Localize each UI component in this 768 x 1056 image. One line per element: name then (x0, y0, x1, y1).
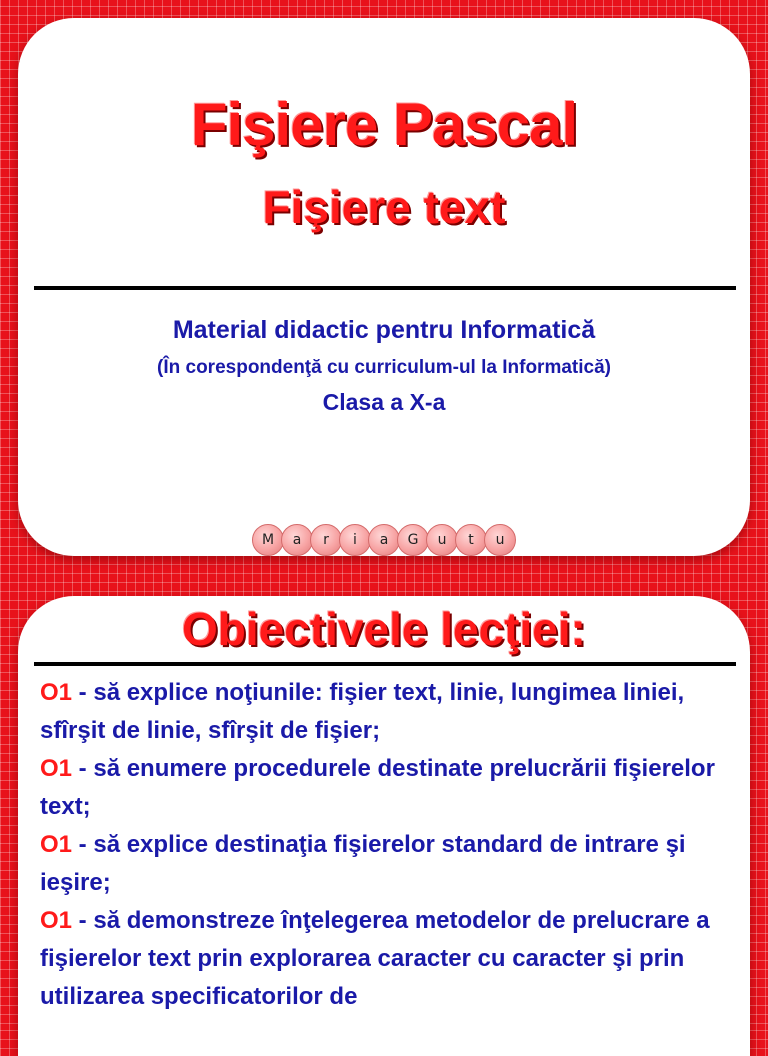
objective-text: - să demonstreze înţelegerea metodelor de prelucrare a fişierelor text prin explorarea caracter cu caracter şi prin utilizarea specificatorilor de (40, 907, 710, 1010)
title-slide (18, 18, 750, 556)
author-letter-bead: u (426, 524, 458, 556)
objectives-title: Obiectivele lecţiei: (182, 603, 586, 655)
author-letter-bead: r (310, 524, 342, 556)
author-letter-bead: a (368, 524, 400, 556)
curriculum-note: (În corespondenţă cu curriculum-ul la Informatică) (157, 357, 611, 378)
slide-subtitle: Fişiere text (262, 181, 506, 233)
objectives-list (40, 674, 730, 1016)
author-beads (252, 524, 513, 556)
author-letter-bead: G (397, 524, 429, 556)
divider-rule (34, 662, 736, 666)
author-letter-bead: t (455, 524, 487, 556)
divider-rule (34, 286, 736, 290)
objective-item (40, 902, 730, 1016)
objective-code: O1 (40, 679, 73, 706)
objective-item (40, 750, 730, 826)
material-description: Material didactic pentru Informatică (172, 316, 596, 344)
objective-item (40, 674, 730, 750)
objective-code: O1 (40, 831, 73, 858)
objective-code: O1 (40, 755, 73, 782)
objective-code: O1 (40, 907, 73, 934)
author-letter-bead: M (252, 524, 284, 556)
author-letter-bead: a (281, 524, 313, 556)
slide-title: Fişiere Pascal (190, 91, 578, 158)
objectives-slide (18, 596, 750, 1056)
author-letter-bead: i (339, 524, 371, 556)
grade-label: Clasa a X-a (322, 389, 446, 415)
objective-text: - să explice destinaţia fişierelor standard de intrare şi ieşire; (40, 831, 686, 896)
objective-text: - să explice noţiunile: fişier text, linie, lungimea liniei, sfîrşit de linie, sfîrşit de fişier; (40, 679, 685, 744)
author-letter-bead: u (484, 524, 516, 556)
objective-item (40, 826, 730, 902)
objective-text: - să enumere procedurele destinate prelucrării fişierelor text; (40, 755, 715, 820)
